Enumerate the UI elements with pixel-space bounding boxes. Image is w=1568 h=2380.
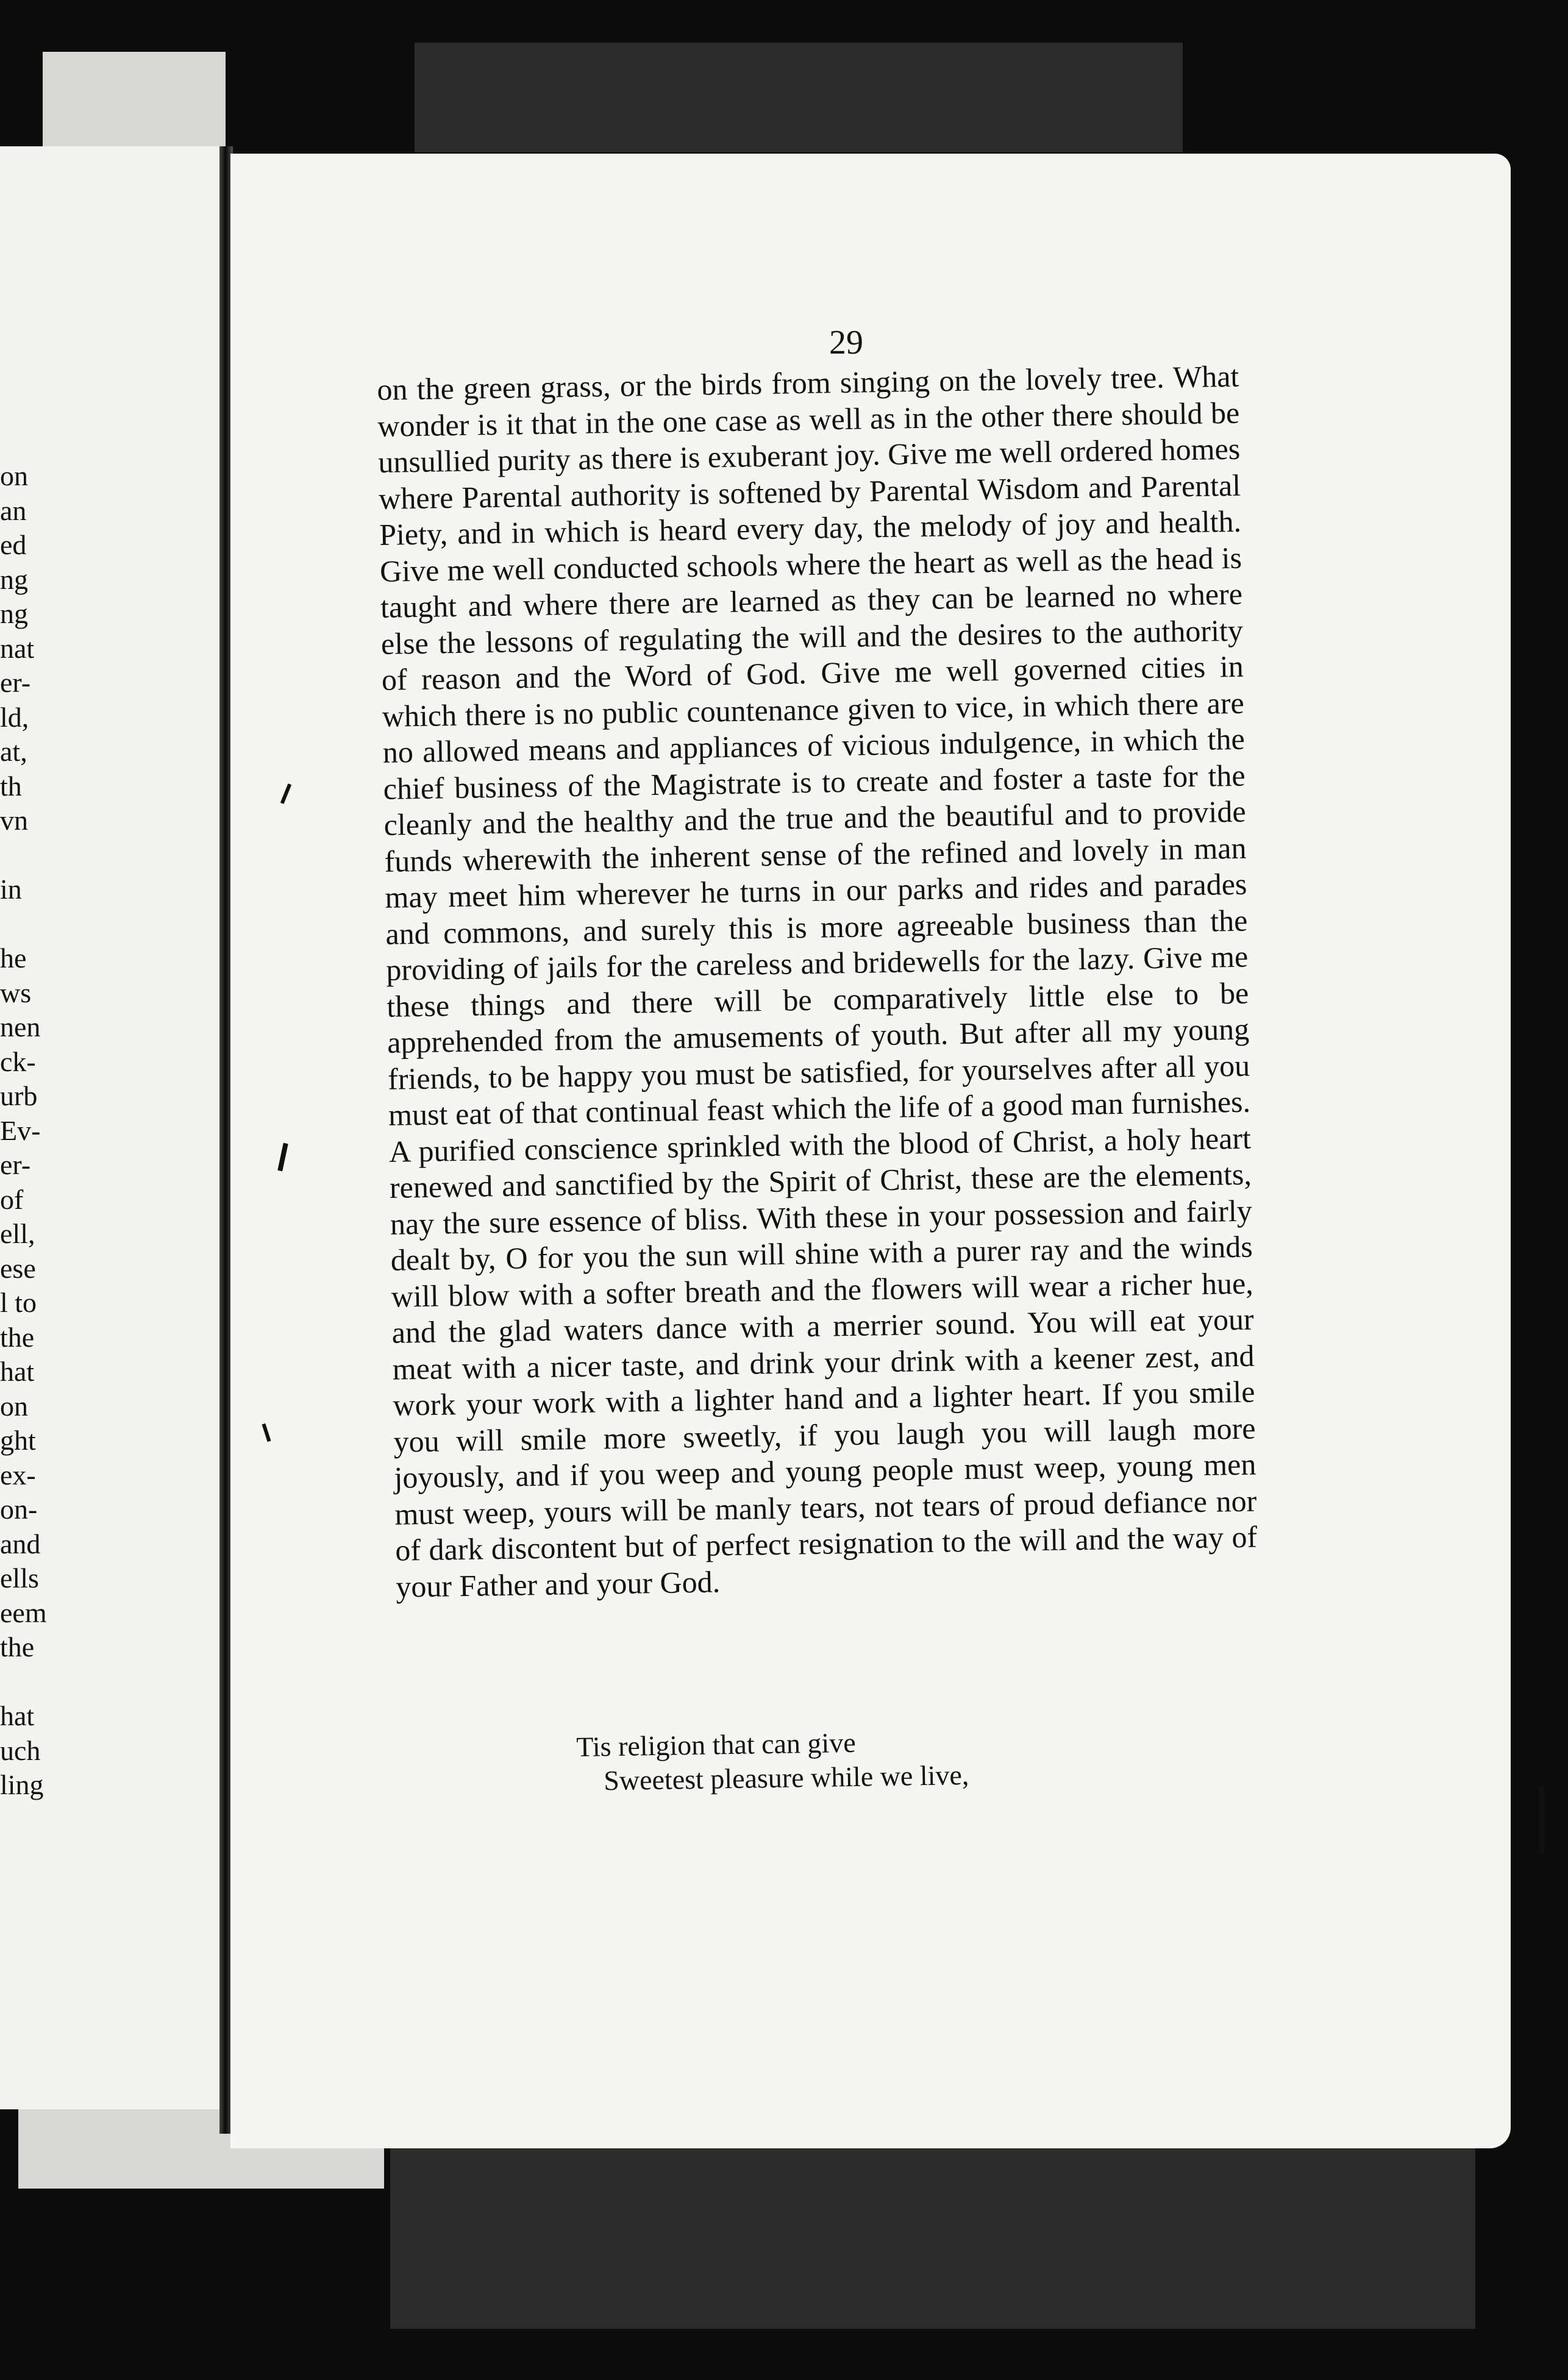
left-page-fragment: on: [0, 1390, 28, 1422]
scanner-backdrop-bottom: [390, 2134, 1475, 2329]
left-page-fragment: Ev-: [0, 1114, 41, 1146]
left-page-fragment: an: [0, 494, 27, 526]
left-page-fragment: ght: [0, 1425, 36, 1456]
left-page-fragment: urb: [0, 1080, 38, 1111]
verse-quote: [576, 1724, 969, 1798]
binding-tab-top: [43, 52, 226, 152]
left-page-fragment: of: [0, 1183, 24, 1215]
left-page-fragment: ex-: [0, 1459, 36, 1491]
left-page-fragment: [0, 907, 49, 942]
left-page-fragment: er-: [0, 1149, 31, 1180]
left-page-fragment: nen: [0, 1011, 41, 1042]
page-number: 29: [829, 324, 863, 362]
left-page-fragment: he: [0, 942, 27, 974]
left-page-fragment: the: [0, 1631, 35, 1662]
left-page-fragment: ng: [0, 563, 28, 595]
verse-line-1: Tis religion that can give: [576, 1726, 857, 1762]
left-page-fragment: the: [0, 1321, 35, 1353]
left-page-fragment: in: [0, 874, 22, 905]
left-page-fragment: hat: [0, 1356, 35, 1387]
left-page-fragment: er-: [0, 667, 31, 698]
left-page-fragment: [0, 838, 49, 873]
left-page-fragment-list: [0, 459, 49, 1803]
left-page-fragment: [0, 1665, 49, 1700]
scan-mark: [1539, 1786, 1545, 1853]
left-page-fragment: ed: [0, 529, 27, 560]
left-page-fragment: on-: [0, 1494, 38, 1525]
left-page-fragment: ell,: [0, 1218, 35, 1249]
left-page-fragment: uch: [0, 1734, 41, 1766]
left-page-fragment: nat: [0, 632, 35, 664]
scanner-backdrop-top: [415, 43, 1183, 152]
left-page-fragment: hat: [0, 1700, 35, 1731]
left-page-fragment: ells: [0, 1562, 39, 1594]
left-page-fragment: ese: [0, 1252, 36, 1284]
left-page-fragment: on: [0, 460, 28, 491]
left-page-edge-text: [0, 390, 49, 1837]
left-page-fragment: and: [0, 1528, 41, 1559]
left-page-fragment: ck-: [0, 1046, 36, 1077]
body-paragraph-text: on the green grass, or the birds from singing on the lovely tree. What wonder is it that in the one case as well as in the other there should be unsullied purity as there is exuberant joy. Give me well ordered homes where Parental authority is softened by Parental Wisdom and Parental Piety, and in which is heard every day, the melody of joy and health. Give me well conducted schools where the heart as well as the head is taught and where there are learned as they can be learned no where else the lessons of regulating the will and the desires to the authority of reason and the Word of God. Give me well governed cities in which there is no public countenance given to vice, in which there are no allowed means and appliances of vicious indulgence, in which the chief business of the Magistrate is to create and foster a taste for the cleanly and the healthy and the true and the beautiful and to provide funds wherewith the inherent sense of the refined and lovely in man may meet him wherever he turns in our parks and rides and parades and commons, and surely this is more agreeable business than the providing of jails for the careless and bridewells for the lazy. Give me these things and there will be comparatively little else to be apprehended from the amusements of youth. But after all my young friends, to be happy you must be satisfied, for yourselves after all you must eat of that continual feast which the life of a good man furnishes. A purified conscience sprinkled with the blood of Christ, a holy heart renewed and sanctified by the Spirit of Christ, these are the elements, nay the sure essence of bliss. With these in your possession and fairly dealt by, O for you the sun will shine with a purer ray and the winds will blow with a softer breath and the flowers will wear a richer hue, and the glad waters dance with a merrier sound. You will eat your meat with a nicer taste, and drink your drink with a keener zest, and work your work with a lighter hand and a lighter heart. If you smile you will smile more sweetly, if you laugh you will laugh more joyously, and if you weep and young people must weep, young men must weep, yours will be manly tears, not tears of proud defiance nor of dark discontent but of perfect resignation to the will and the way of your Father and your God.: [377, 358, 1258, 1604]
left-page-fragment: eem: [0, 1597, 47, 1628]
left-page-fragment: ng: [0, 598, 28, 629]
body-paragraph: [377, 358, 1258, 1605]
left-page-fragment: ling: [0, 1769, 44, 1800]
verse-line-2: Sweetest pleasure while we live,: [603, 1759, 969, 1797]
left-page-fragment: vn: [0, 805, 28, 836]
left-page-fragment: ld,: [0, 701, 29, 733]
left-page-fragment: ws: [0, 977, 32, 1008]
left-page-fragment: l to: [0, 1287, 37, 1318]
left-page-fragment: at,: [0, 736, 27, 767]
left-page-fragment: th: [0, 770, 22, 802]
